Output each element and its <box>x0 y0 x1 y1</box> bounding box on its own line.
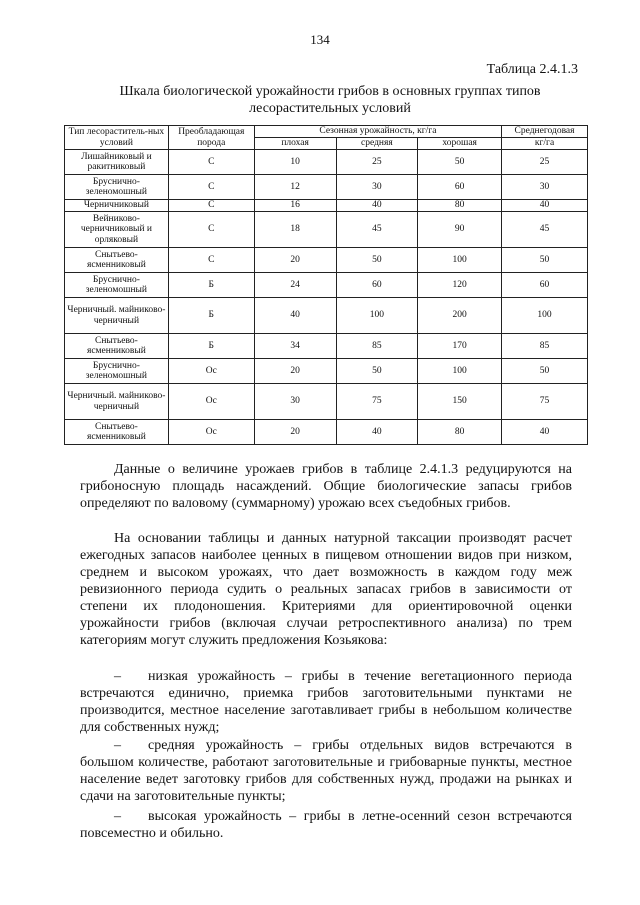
header-good: хорошая <box>418 138 502 150</box>
cell-species: С <box>168 175 254 200</box>
table-header-row <box>65 126 588 138</box>
bullet-dash: – <box>114 669 121 684</box>
table-id: Таблица 2.4.1.3 <box>486 62 578 77</box>
cell-low: 18 <box>254 212 336 248</box>
cell-type: Бруснично-зеленомошный <box>65 273 169 298</box>
table-row <box>65 420 588 445</box>
cell-species: С <box>168 200 254 212</box>
table-row <box>65 212 588 248</box>
cell-type: Черничниковый <box>65 200 169 212</box>
cell-type: Снытьево-ясменниковый <box>65 334 169 359</box>
paragraph-1-text: Данные о величине урожаев грибов в таблице 2.4.1.3 редуцируются на грибоносную площадь насаждений. Общие биологические запасы грибов определяют по валовому (суммарному) урожаю всех съедобных грибов. <box>80 462 572 511</box>
cell-medium: 50 <box>336 248 418 273</box>
table-row <box>65 298 588 334</box>
table-body <box>65 150 588 445</box>
table-row <box>65 175 588 200</box>
cell-low: 40 <box>254 298 336 334</box>
cell-low: 20 <box>254 359 336 384</box>
cell-avg: 60 <box>502 273 588 298</box>
cell-low: 10 <box>254 150 336 175</box>
cell-good: 90 <box>418 212 502 248</box>
cell-good: 80 <box>418 200 502 212</box>
cell-avg: 40 <box>502 200 588 212</box>
cell-good: 60 <box>418 175 502 200</box>
cell-species: С <box>168 248 254 273</box>
cell-avg: 100 <box>502 298 588 334</box>
cell-good: 50 <box>418 150 502 175</box>
cell-type: Бруснично-зеленомошный <box>65 359 169 384</box>
cell-type: Вейниково-черничниковый и орляковый <box>65 212 169 248</box>
cell-medium: 50 <box>336 359 418 384</box>
cell-low: 20 <box>254 420 336 445</box>
cell-type: Черничный. майниково-черничный <box>65 384 169 420</box>
header-unit: кг/га <box>502 138 588 150</box>
cell-medium: 75 <box>336 384 418 420</box>
cell-low: 16 <box>254 200 336 212</box>
cell-species: Б <box>168 334 254 359</box>
cell-medium: 25 <box>336 150 418 175</box>
bullet-medium-yield-text: средняя урожайность – грибы отдельных видов встречаются в большом количестве, работают заготовительные и грибоварные пункты, местное население ведет заготовку грибов для собственных нужд, продажи на рынках и сдачи на заготовительные пункты; <box>80 738 572 804</box>
table-row <box>65 384 588 420</box>
cell-avg: 25 <box>502 150 588 175</box>
cell-good: 120 <box>418 273 502 298</box>
cell-low: 24 <box>254 273 336 298</box>
cell-good: 170 <box>418 334 502 359</box>
cell-species: Ос <box>168 420 254 445</box>
cell-good: 200 <box>418 298 502 334</box>
cell-avg: 30 <box>502 175 588 200</box>
cell-species: С <box>168 212 254 248</box>
table-row <box>65 248 588 273</box>
bullet-medium-yield <box>80 737 572 805</box>
table-title-line-1: Шкала биологической урожайности грибов в основных группах типов <box>119 84 541 99</box>
bullet-high-yield <box>80 808 572 842</box>
cell-good: 100 <box>418 248 502 273</box>
bullet-high-yield-text: высокая урожайность – грибы в летне-осенний сезон встречаются повсеместно и обильно. <box>80 809 572 841</box>
header-medium: средняя <box>336 138 418 150</box>
cell-medium: 60 <box>336 273 418 298</box>
table-row <box>65 334 588 359</box>
header-forest-type: Тип лесораститель-ных условий <box>65 126 169 150</box>
cell-medium: 45 <box>336 212 418 248</box>
cell-species: Б <box>168 298 254 334</box>
cell-type: Черничный. майниково-черничный <box>65 298 169 334</box>
cell-low: 20 <box>254 248 336 273</box>
cell-avg: 75 <box>502 384 588 420</box>
cell-good: 150 <box>418 384 502 420</box>
table-row <box>65 273 588 298</box>
page-number: 134 <box>310 32 330 47</box>
table-row <box>65 200 588 212</box>
cell-species: Ос <box>168 384 254 420</box>
bullet-low-yield-text: низкая урожайность – грибы в течение вегетационного периода встречаются единично, приемка грибов заготовительными пунктами не производится, местное население заготавливает грибы в небольшом количестве для собственных нужд; <box>80 669 572 735</box>
cell-medium: 40 <box>336 200 418 212</box>
paragraph-1 <box>80 461 572 512</box>
header-low: плохая <box>254 138 336 150</box>
cell-low: 30 <box>254 384 336 420</box>
cell-avg: 50 <box>502 248 588 273</box>
cell-medium: 85 <box>336 334 418 359</box>
cell-medium: 40 <box>336 420 418 445</box>
cell-avg: 40 <box>502 420 588 445</box>
cell-avg: 50 <box>502 359 588 384</box>
cell-low: 12 <box>254 175 336 200</box>
cell-avg: 85 <box>502 334 588 359</box>
bullet-dash: – <box>114 809 121 824</box>
cell-type: Бруснично-зеленомошный <box>65 175 169 200</box>
cell-species: Б <box>168 273 254 298</box>
cell-good: 100 <box>418 359 502 384</box>
header-species: Преобладающая порода <box>168 126 254 150</box>
cell-type: Лишайниковый и ракитниковый <box>65 150 169 175</box>
header-annual-average: Среднегодовая <box>502 126 588 138</box>
table-title-line-2: лесорастительных условий <box>249 101 411 116</box>
cell-species: Ос <box>168 359 254 384</box>
cell-type: Снытьево-ясменниковый <box>65 420 169 445</box>
cell-avg: 45 <box>502 212 588 248</box>
cell-type: Снытьево-ясменниковый <box>65 248 169 273</box>
paragraph-2-text: На основании таблицы и данных натурной таксации производят расчет ежегодных запасов наиболее ценных в пищевом отношении видов при низком, среднем и высоком урожаях, что дает возможность в каждом году меж ревизионного периода судить о реальных запасах грибов в зависимости от степени их плодоношения. Критериями для ориентировочной оценки урожайности грибов (включая случаи ретроспективного анализа) по трем категориям могут служить предложения Козьякова: <box>80 531 572 648</box>
cell-species: С <box>168 150 254 175</box>
bullet-dash: – <box>114 738 121 753</box>
table-row <box>65 359 588 384</box>
cell-low: 34 <box>254 334 336 359</box>
bullet-low-yield <box>80 668 572 736</box>
cell-medium: 100 <box>336 298 418 334</box>
cell-good: 80 <box>418 420 502 445</box>
paragraph-2 <box>80 530 572 649</box>
cell-medium: 30 <box>336 175 418 200</box>
table-row <box>65 150 588 175</box>
table-title <box>80 83 580 117</box>
yield-table <box>64 125 588 445</box>
header-seasonal-yield: Сезонная урожайность, кг/га <box>254 126 501 138</box>
